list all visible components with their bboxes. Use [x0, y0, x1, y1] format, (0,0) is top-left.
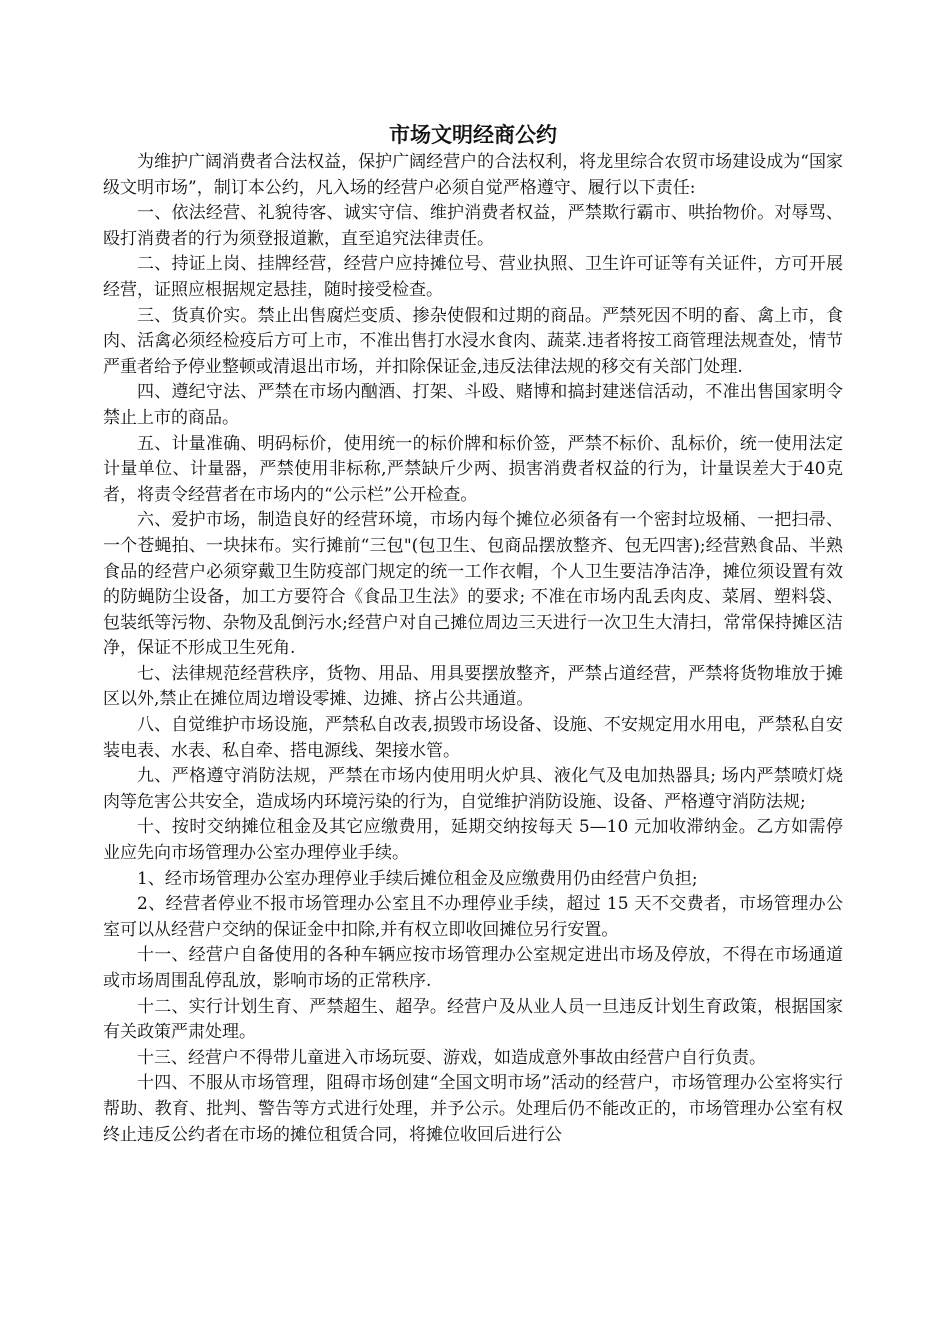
- paragraph-article-13: 十三、经营户不得带儿童进入市场玩耍、游戏，如造成意外事故由经营户自行负责。: [137, 1047, 766, 1068]
- paragraph-article-10: 十、按时交纳摊位租金及其它应缴费用，延期交纳按每天 5—10 元加收滞纳金。乙方如需停业应先向市场管理办公室办理停业手续。: [103, 817, 843, 864]
- paragraph-article-11: 十一、经营户自备使用的各种车辆应按市场管理办公室规定进出市场及停放，不得在市场通道或市场周围乱停乱放，影响市场的正常秩序.: [103, 945, 843, 991]
- paragraph-article-3: 三、货真价实。禁止出售腐烂变质、掺杂使假和过期的商品。严禁死因不明的畜、禽上市，食肉、活禽必须经检疫后方可上市，不准出售打水浸水食肉、蔬菜.违者将按工商管理法规查处，情节严重者给予停业整顿或清退出市场，并扣除保证金,违反法律法规的移交有关部门处理.: [103, 305, 843, 377]
- paragraph-article-7: 七、法律规范经营秩序，货物、用品、用具要摆放整齐，严禁占道经营，严禁将货物堆放于摊区以外,禁止在摊位周边增设零摊、边摊、挤占公共通道。: [103, 663, 843, 710]
- paragraph-article-8: 八、自觉维护市场设施，严禁私自改表,损毁市场设备、设施、不安规定用水用电，严禁私自安装电表、水表、私自牵、搭电源线、架接水管。: [103, 715, 843, 761]
- paragraph-intro: 为维护广阔消费者合法权益，保护广阔经营户的合法权利，将龙里综合农贸市场建设成为“国家级文明市场”，制订本公约，凡入场的经营户必须自觉严格遵守、履行以下责任:: [103, 152, 843, 198]
- document-title: 市场文明经商公约: [389, 122, 557, 147]
- paragraph-article-10-item-2: 2、经营者停业不报市场管理办公室且不办理停业手续，超过 15 天不交费者，市场管理办公室可以从经营户交纳的保证金中扣除,并有权立即收回摊位另行安置。: [103, 894, 843, 940]
- document-page: [103, 120, 843, 1148]
- paragraph-article-9: 九、严格遵守消防法规，严禁在市场内使用明火炉具、液化气及电加热器具; 场内严禁喷灯烧肉等危害公共安全，造成场内环境污染的行为，自觉维护消防设施、设备、严格遵守消防法规;: [103, 766, 843, 812]
- paragraph-article-1: 一、依法经营、礼貌待客、诚实守信、维护消费者权益，严禁欺行霸市、哄抬物价。对辱骂、殴打消费者的行为须登报道歉，直至追究法律责任。: [103, 203, 843, 249]
- paragraph-article-10-item-1: 1、经市场管理办公室办理停业手续后摊位租金及应缴费用仍由经营户负担;: [137, 868, 698, 889]
- paragraph-article-12: 十二、实行计划生育、严禁超生、超孕。经营户及从业人员一旦违反计划生育政策，根据国家有关政策严肃处理。: [103, 996, 843, 1043]
- paragraph-article-14: 十四、不服从市场管理，阻碍市场创建“全国文明市场”活动的经营户，市场管理办公室将实行帮助、教育、批判、警告等方式进行处理，并予公示。处理后仍不能改正的，市场管理办公室有权终止违反公约者在市场的摊位租赁合同，将摊位收回后进行公: [103, 1073, 843, 1145]
- paragraph-article-4: 四、遵纪守法、严禁在市场内酗酒、打架、斗殴、赌博和搞封建迷信活动，不准出售国家明令禁止上市的商品。: [103, 382, 843, 428]
- paragraph-article-5: 五、计量准确、明码标价，使用统一的标价牌和标价签，严禁不标价、乱标价，统一使用法定计量单位、计量器，严禁使用非标称,严禁缺斤少两、损害消费者权益的行为，计量误差大于40克者，将责令经营者在市场内的“公示栏”公开检查。: [103, 433, 843, 505]
- paragraph-article-6: 六、爱护市场，制造良好的经营环境，市场内每个摊位必须备有一个密封垃圾桶、一把扫帚、一个苍蝇拍、一块抹布。实行摊前“三包"(包卫生、包商品摆放整齐、包无四害);经营熟食品、半熟食品的经营户必须穿戴卫生防疫部门规定的统一工作衣帽，个人卫生要洁净洁净，摊位须设置有效的防蝇防尘设备，加工方要符合《食品卫生法》的要求; 不准在市场内乱丢肉皮、菜屑、塑料袋、包装纸等污物、杂物及乱倒污水;经营户对自己摊位周边三天进行一次卫生大清扫，常常保持摊区洁净，保证不形成卫生死角.: [103, 510, 843, 659]
- paragraph-article-2: 二、持证上岗、挂牌经营，经营户应持摊位号、营业执照、卫生许可证等有关证件，方可开展经营，证照应根据规定悬挂，随时接受检查。: [103, 254, 843, 300]
